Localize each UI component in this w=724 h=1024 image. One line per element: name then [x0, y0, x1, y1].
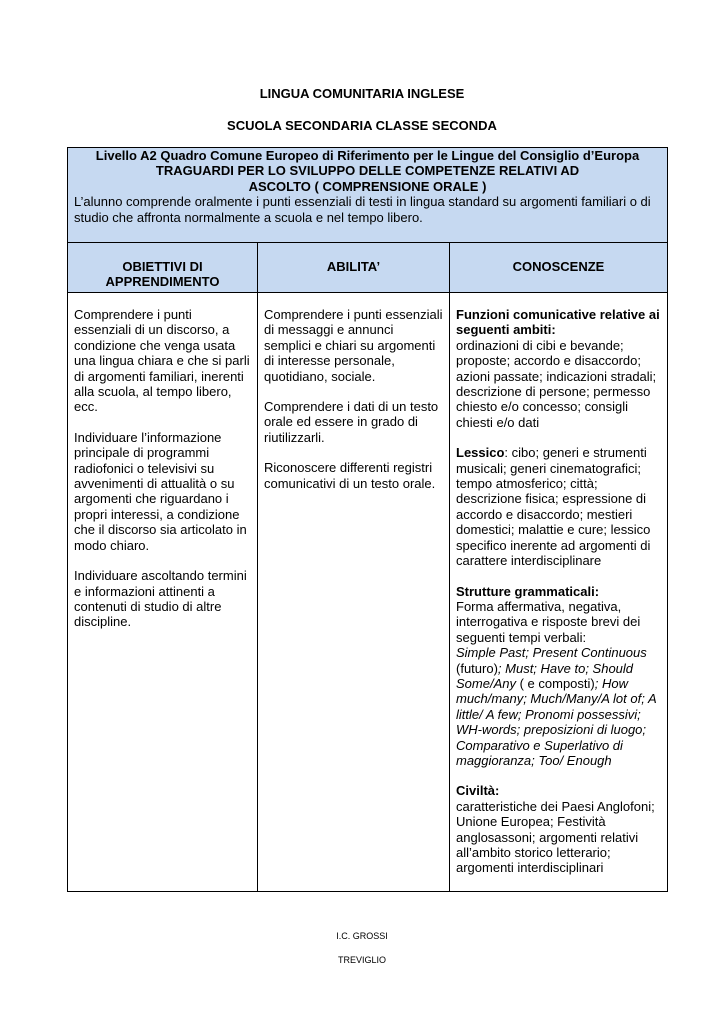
funzioni-title: Funzioni comunicative relative ai seguenti ambiti: [456, 307, 660, 338]
civilta-title: Civiltà: [456, 783, 500, 799]
document-title: LINGUA COMUNITARIA INGLESE [259, 86, 465, 101]
strutture-modals: ; Must; Have to; Should Some/Any [456, 660, 634, 691]
strutture-tenses: Simple Past; Present Continuous [456, 645, 647, 661]
lessico-text: : cibo; generi e strumenti musicali; generi cinematografici; tempo atmosferico; città; descrizione fisica; espressione di accordo e disaccordo; mestieri domestici; malattie e cure; lessico specifico inerente ad argomenti di carattere interdisciplinare [456, 445, 651, 569]
strutture-text: Forma affermativa, negativa, interrogativa e risposte brevi dei seguenti tempi verbali: [456, 598, 641, 645]
civilta-section [456, 783, 661, 875]
document-subtitle: SCUOLA SECONDARIA CLASSE SECONDA [227, 118, 497, 133]
level-line: Livello A2 Quadro Comune Europeo di Riferimento per le Lingue del Consiglio d’Europa [95, 148, 640, 163]
column-header-obiettivi: OBIETTIVI DI APPRENDIMENTO [68, 243, 258, 293]
civilta-text: caratteristiche dei Paesi Anglofoni; Unione Europea; Festività anglosassoni; argomenti relativi all’ambito storico letterario; argomenti interdisciplinari [456, 798, 655, 876]
lessico-section [456, 445, 661, 568]
abilita-item: Comprendere i punti essenziali di messaggi e annunci [264, 307, 443, 338]
abilita-item: Riconoscere differenti registri comunicativi di un testo orale. [264, 460, 436, 491]
ascolto-line: ASCOLTO ( COMPRENSIONE ORALE ) [248, 178, 487, 194]
strutture-composti: ( e composti) [515, 675, 595, 691]
footer-city: TREVIGLIO [337, 955, 386, 965]
footer-school: I.C. GROSSI [336, 931, 388, 941]
abilita-item: semplici e chiari su argomenti di interesse personale, quotidiano, sociale. [264, 337, 436, 384]
conoscenze-cell [450, 293, 667, 891]
intro-text: L’alunno comprende oralmente i punti essenziali di testi in lingua standard su argomenti familiari o di studio che affronta normalmente a scuola e nel tempo libero. [74, 194, 651, 225]
strutture-title: Strutture grammaticali: [456, 583, 600, 599]
obiettivo-item: Individuare l’informazione principale di programmi radiofonici o televisivi su avvenimenti di attualità o su argomenti che riguardano i propri interessi, a condizione che il discorso sia articolato in modo chiaro. [74, 429, 247, 553]
lessico-title: Lessico [456, 445, 505, 461]
strutture-rest: ; How much/many; Much/Many/A lot of; A little/ A few; Pronomi possessivi; WH-words; preposizioni di luogo; Comparativo e Superlativo di maggioranza; Too/ Enough [456, 675, 657, 768]
funzioni-text: ordinazioni di cibi e bevande; proposte; accordo e disaccordo; azioni passate; indicazioni stradali; descrizione di persone; permesso chiesto e/o concesso; consigli chiesti e/o dati [456, 337, 657, 430]
obiettivi-cell [68, 293, 258, 891]
level-header [68, 148, 667, 243]
column-header-conoscenze: CONOSCENZE [450, 243, 667, 293]
traguardi-line: TRAGUARDI PER LO SVILUPPO DELLE COMPETENZE RELATIVI AD [155, 163, 580, 179]
strutture-futuro: (futuro) [456, 660, 498, 676]
abilita-item: Comprendere i dati di un testo orale ed essere in grado di riutilizzarli. [264, 399, 439, 445]
obiettivo-item: Comprendere i punti essenziali di un discorso, a condizione che venga usata una lingua chiara e che si parli di argomenti familiari, inerenti alla scuola, al tempo libero, ecc. [74, 307, 250, 415]
strutture-section [456, 584, 661, 769]
curriculum-table [67, 147, 668, 892]
obiettivo-item: Individuare ascoltando termini e informazioni attinenti a contenuti di studio di altre discipline. [74, 568, 247, 630]
funzioni-section [456, 307, 661, 430]
abilita-cell [258, 293, 450, 891]
column-header-abilita: ABILITA’ [258, 243, 450, 293]
